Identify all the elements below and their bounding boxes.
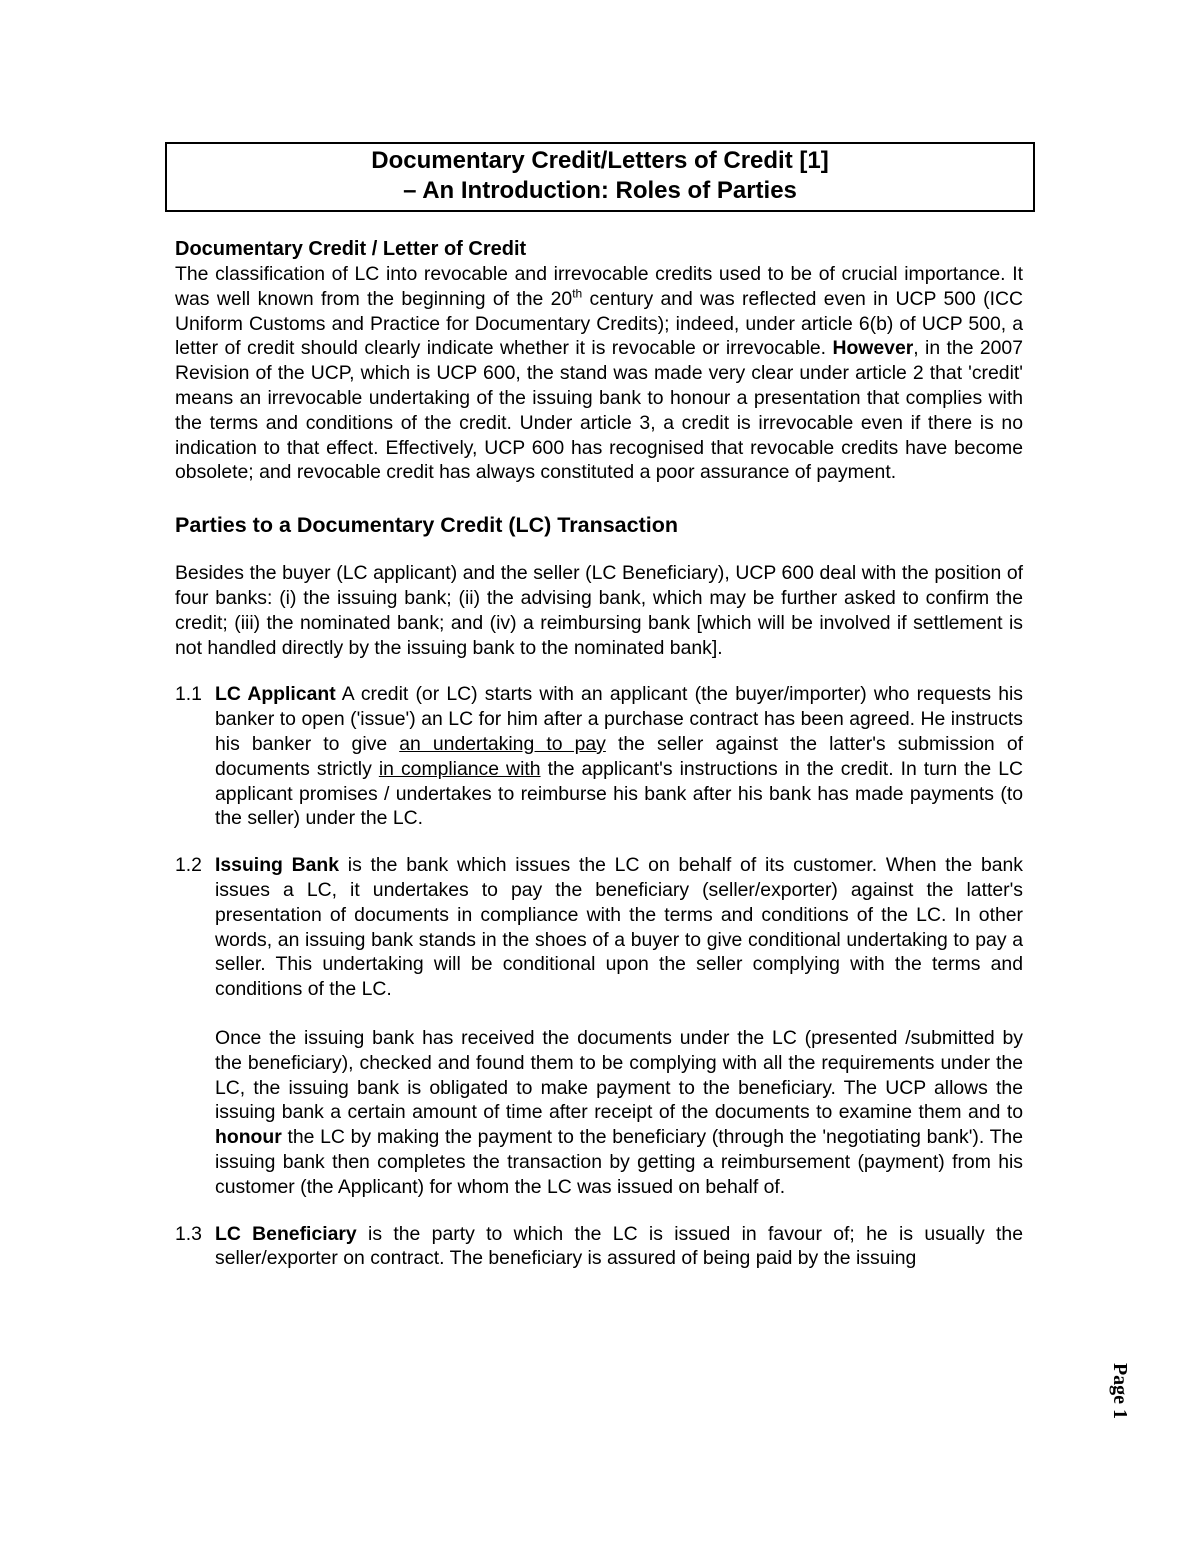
bold-run: honour <box>215 1126 282 1149</box>
text-run: century and was reflected even in UCP 500 (ICC Uniform Customs and Practice for Documentary Credits); indeed, under article 6(b) of UCP 500, a letter of credit should clearly indicate whether it is revocable or irrevocable. <box>175 287 1024 360</box>
item-term: Issuing Bank <box>215 854 340 877</box>
text-run: is the party to which the LC is issued in favour of; he is usually the seller/exporter on contract. The beneficiary is assured of being paid by the issuing <box>215 1222 1023 1270</box>
title-line-2: – An Introduction: Roles of Parties <box>403 177 797 204</box>
page-number-label: Page 1 <box>1109 1362 1131 1420</box>
list-item-issuing-bank <box>175 853 1023 1199</box>
item-term: LC Beneficiary <box>215 1222 357 1245</box>
item-number: 1.1 <box>175 683 202 706</box>
text-run: is the bank which issues the LC on behalf of its customer. When the bank issues a LC, it undertakes to pay the beneficiary (seller/exporter) against the latter's presentation of documents in compliance with the terms and conditions of the LC. In other words, an issuing bank stands in the shoes of a buyer to give conditional undertaking to pay a seller. This undertaking will be conditional upon the seller complying with the terms and conditions of the LC. <box>215 854 1023 1001</box>
list-item-lc-beneficiary <box>175 1222 1023 1272</box>
text-run: the seller against the latter's submission of documents strictly <box>215 732 1023 780</box>
list-item-lc-applicant <box>175 682 1023 831</box>
item-paragraph <box>215 853 1023 1002</box>
item-paragraph-2 <box>215 1026 1023 1200</box>
superscript: th <box>572 286 583 301</box>
bold-run: However <box>832 337 914 360</box>
section-heading-lc: Documentary Credit / Letter of Credit <box>175 238 527 260</box>
lc-classification-paragraph <box>175 262 1023 485</box>
text-run: the applicant's instructions in the credit. In turn the LC applicant promises / undertakes to reimburse his bank after his bank has made payments (to the seller) under the LC. <box>215 757 1023 830</box>
underlined-run: an undertaking to pay <box>399 732 606 755</box>
item-number: 1.2 <box>175 854 202 877</box>
text-run: The classification of LC into revocable and irrevocable credits used to be of crucial importance. It was well known from the beginning of the 20 <box>175 263 1023 310</box>
title-line-1: Documentary Credit/Letters of Credit [1] <box>371 147 829 174</box>
title-box <box>165 142 1035 212</box>
document-body <box>175 236 1023 1271</box>
section-heading-parties: Parties to a Documentary Credit (LC) Transaction <box>175 513 678 538</box>
item-paragraph <box>215 1222 1023 1272</box>
text-run: A credit (or LC) starts with an applicant (the buyer/importer) who requests his banker to open ('issue') an LC for him after a purchase contract has been agreed. He instructs his banker to give <box>215 683 1024 755</box>
parties-intro-paragraph: Besides the buyer (LC applicant) and the seller (LC Beneficiary), UCP 600 deal with the position of four banks: (i) the issuing bank; (ii) the advising bank, which may be further asked to confirm the credit; (iii) the nominated bank; and (iv) a reimbursing bank [which will be involved if settlement is not handled directly by the issuing bank to the nominated bank]. <box>175 562 1023 659</box>
item-term: LC Applicant <box>215 683 336 706</box>
underlined-run: in compliance with <box>378 757 541 780</box>
item-paragraph <box>215 682 1023 831</box>
text-run: , in the 2007 Revision of the UCP, which is UCP 600, the stand was made very clear under article 2 that 'credit' means an irrevocable undertaking of the issuing bank to honour a presentation that complies with the terms and conditions of the credit. Under article 3, a credit is irrevocable even if there is no indication to that effect. Effectively, UCP 600 has recognised that revocable credits have become obsolete; and revocable credit has always constituted a poor assurance of payment. <box>175 337 1023 484</box>
text-run: the LC by making the payment to the beneficiary (through the 'negotiating bank'). The issuing bank then completes the transaction by getting a reimbursement (payment) from his customer (the Applicant) for whom the LC was issued on behalf of. <box>215 1126 1023 1198</box>
text-run: Once the issuing bank has received the documents under the LC (presented /submitted by the beneficiary), checked and found them to be complying with all the requirements under the LC, the issuing bank is obligated to make payment to the beneficiary. The UCP allows the issuing bank a certain amount of time after receipt of the documents to examine them and to <box>215 1026 1023 1124</box>
item-number: 1.3 <box>175 1222 202 1245</box>
spacer <box>175 539 1023 561</box>
